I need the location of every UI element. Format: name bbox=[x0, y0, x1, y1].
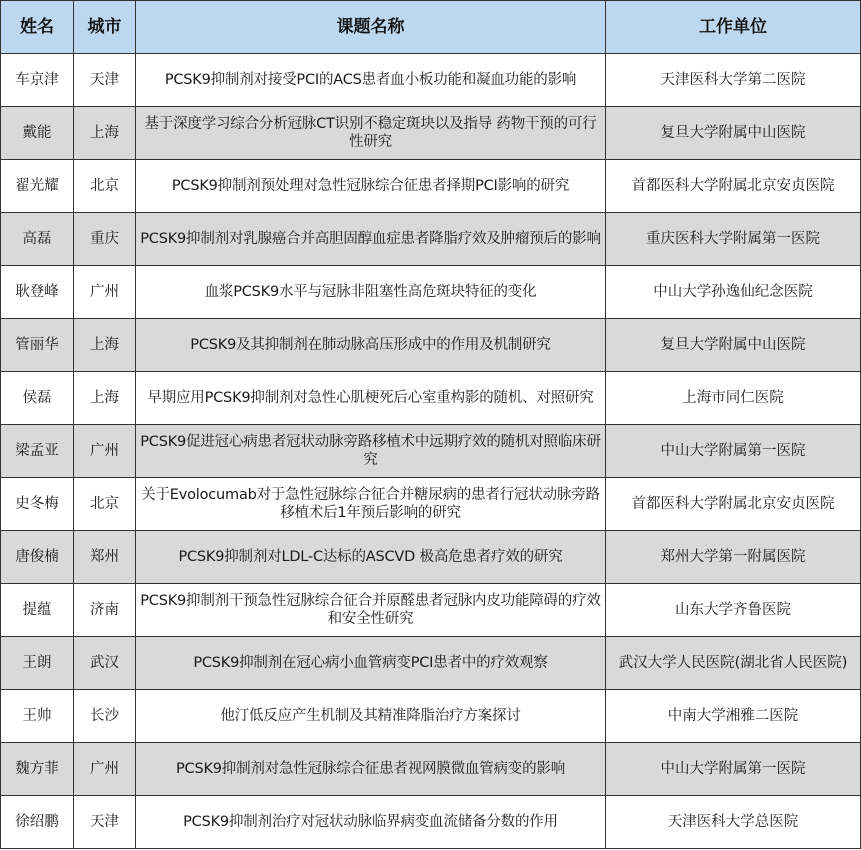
table-row bbox=[1, 637, 861, 690]
cell-name: 唐俊楠 bbox=[1, 531, 74, 584]
cell-topic: 他汀低反应产生机制及其精准降脂治疗方案探讨 bbox=[136, 690, 606, 743]
table-row bbox=[1, 266, 861, 319]
table-body bbox=[1, 54, 861, 849]
cell-city: 重庆 bbox=[74, 213, 136, 266]
cell-org: 中山大学附属第一医院 bbox=[606, 743, 861, 796]
cell-name: 王朗 bbox=[1, 637, 74, 690]
cell-org: 中南大学湘雅二医院 bbox=[606, 690, 861, 743]
cell-city: 武汉 bbox=[74, 637, 136, 690]
cell-name: 提蕴 bbox=[1, 584, 74, 637]
cell-org: 郑州大学第一附属医院 bbox=[606, 531, 861, 584]
cell-city: 广州 bbox=[74, 266, 136, 319]
cell-topic: PCSK9抑制剂治疗对冠状动脉临界病变血流储备分数的作用 bbox=[136, 796, 606, 849]
cell-city: 北京 bbox=[74, 478, 136, 531]
cell-topic: PCSK9抑制剂干预急性冠脉综合征合并原醛患者冠脉内皮功能障碍的疗效和安全性研究 bbox=[136, 584, 606, 637]
cell-name: 翟光耀 bbox=[1, 160, 74, 213]
table-row bbox=[1, 107, 861, 160]
table-row bbox=[1, 796, 861, 849]
table-row bbox=[1, 425, 861, 478]
table-row bbox=[1, 690, 861, 743]
cell-city: 广州 bbox=[74, 425, 136, 478]
cell-org: 天津医科大学总医院 bbox=[606, 796, 861, 849]
cell-name: 梁孟亚 bbox=[1, 425, 74, 478]
cell-city: 上海 bbox=[74, 319, 136, 372]
cell-topic: PCSK9促进冠心病患者冠状动脉旁路移植术中远期疗效的随机对照临床研究 bbox=[136, 425, 606, 478]
cell-org: 中山大学附属第一医院 bbox=[606, 425, 861, 478]
cell-topic: PCSK9抑制剂在冠心病小血管病变PCI患者中的疗效观察 bbox=[136, 637, 606, 690]
cell-topic: PCSK9抑制剂预处理对急性冠脉综合征患者择期PCI影响的研究 bbox=[136, 160, 606, 213]
cell-name: 耿登峰 bbox=[1, 266, 74, 319]
table-row bbox=[1, 584, 861, 637]
cell-city: 上海 bbox=[74, 107, 136, 160]
cell-topic: 血浆PCSK9水平与冠脉非阻塞性高危斑块特征的变化 bbox=[136, 266, 606, 319]
header-org: 工作单位 bbox=[606, 1, 861, 54]
cell-city: 北京 bbox=[74, 160, 136, 213]
cell-org: 首都医科大学附属北京安贞医院 bbox=[606, 160, 861, 213]
cell-city: 广州 bbox=[74, 743, 136, 796]
table-row bbox=[1, 531, 861, 584]
table-row bbox=[1, 743, 861, 796]
cell-name: 高磊 bbox=[1, 213, 74, 266]
cell-topic: PCSK9及其抑制剂在肺动脉高压形成中的作用及机制研究 bbox=[136, 319, 606, 372]
cell-topic: 基于深度学习综合分析冠脉CT识别不稳定斑块以及指导 药物干预的可行性研究 bbox=[136, 107, 606, 160]
cell-name: 王帅 bbox=[1, 690, 74, 743]
cell-topic: PCSK9抑制剂对LDL-C达标的ASCVD 极高危患者疗效的研究 bbox=[136, 531, 606, 584]
cell-topic: 早期应用PCSK9抑制剂对急性心肌梗死后心室重构影的随机、对照研究 bbox=[136, 372, 606, 425]
cell-org: 武汉大学人民医院(湖北省人民医院) bbox=[606, 637, 861, 690]
cell-name: 魏方菲 bbox=[1, 743, 74, 796]
cell-org: 天津医科大学第二医院 bbox=[606, 54, 861, 107]
cell-city: 上海 bbox=[74, 372, 136, 425]
cell-city: 天津 bbox=[74, 796, 136, 849]
cell-city: 长沙 bbox=[74, 690, 136, 743]
cell-topic: PCSK9抑制剂对乳腺癌合并高胆固醇血症患者降脂疗效及肿瘤预后的影响 bbox=[136, 213, 606, 266]
cell-name: 史冬梅 bbox=[1, 478, 74, 531]
cell-topic: PCSK9抑制剂对急性冠脉综合征患者视网膜微血管病变的影响 bbox=[136, 743, 606, 796]
table-row bbox=[1, 372, 861, 425]
table-row bbox=[1, 54, 861, 107]
header-row bbox=[1, 1, 861, 54]
cell-org: 复旦大学附属中山医院 bbox=[606, 319, 861, 372]
cell-city: 郑州 bbox=[74, 531, 136, 584]
table-row bbox=[1, 213, 861, 266]
cell-city: 济南 bbox=[74, 584, 136, 637]
cell-org: 首都医科大学附属北京安贞医院 bbox=[606, 478, 861, 531]
table-row bbox=[1, 478, 861, 531]
table-row bbox=[1, 319, 861, 372]
cell-org: 复旦大学附属中山医院 bbox=[606, 107, 861, 160]
cell-topic: 关于Evolocumab对于急性冠脉综合征合并糖尿病的患者行冠状动脉旁路移植术后1年预后影响的研究 bbox=[136, 478, 606, 531]
cell-name: 徐绍鹏 bbox=[1, 796, 74, 849]
cell-name: 管丽华 bbox=[1, 319, 74, 372]
cell-org: 上海市同仁医院 bbox=[606, 372, 861, 425]
cell-name: 侯磊 bbox=[1, 372, 74, 425]
cell-org: 山东大学齐鲁医院 bbox=[606, 584, 861, 637]
cell-org: 重庆医科大学附属第一医院 bbox=[606, 213, 861, 266]
cell-topic: PCSK9抑制剂对接受PCI的ACS患者血小板功能和凝血功能的影响 bbox=[136, 54, 606, 107]
cell-org: 中山大学孙逸仙纪念医院 bbox=[606, 266, 861, 319]
cell-city: 天津 bbox=[74, 54, 136, 107]
header-name: 姓名 bbox=[1, 1, 74, 54]
table-header bbox=[1, 1, 861, 54]
table-row bbox=[1, 160, 861, 213]
cell-name: 戴能 bbox=[1, 107, 74, 160]
cell-name: 车京津 bbox=[1, 54, 74, 107]
header-topic: 课题名称 bbox=[136, 1, 606, 54]
header-city: 城市 bbox=[74, 1, 136, 54]
